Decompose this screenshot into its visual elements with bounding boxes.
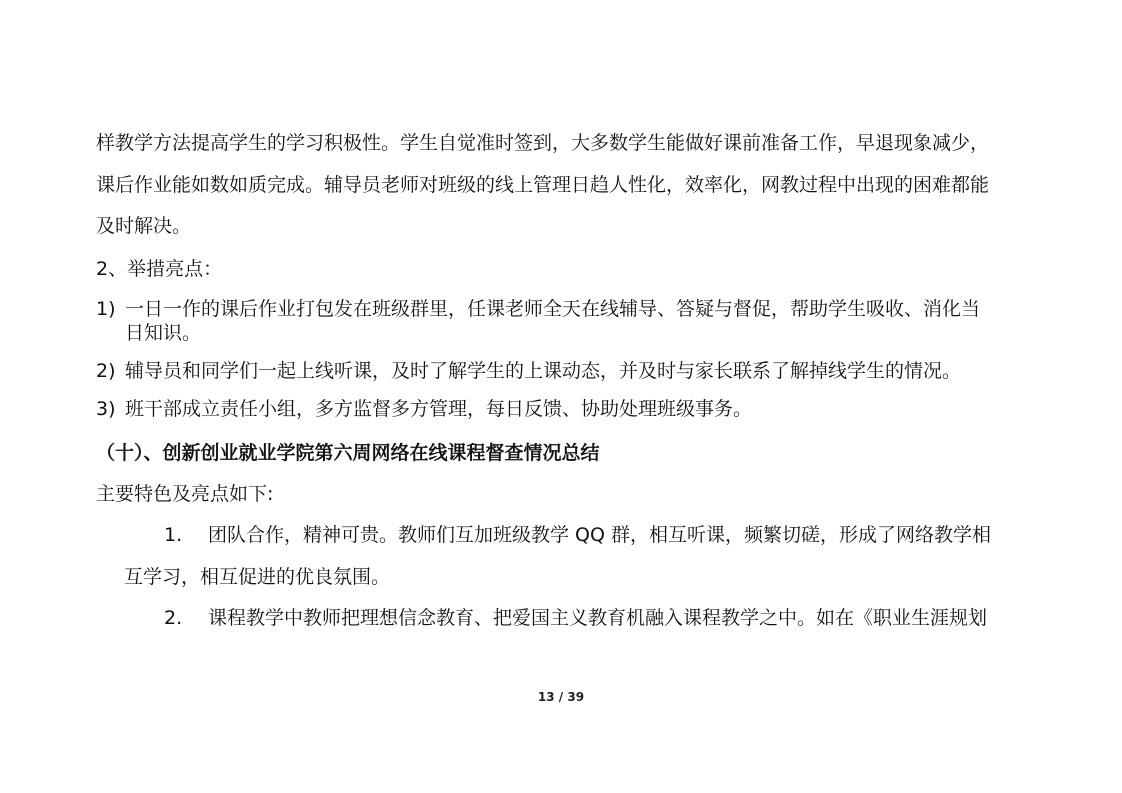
paragraph-line: 样教学方法提高学生的学习积极性。学生自觉准时签到，大多数学生能做好课前准备工作，早退现象减少， [96,132,990,154]
point-line: 互学习，相互促进的优良氛围。 [124,566,391,588]
list-item-number: 2) [96,360,116,382]
point-line: 课程教学中教师把理想信念教育、把爱国主义教育机融入课程教学之中。如在《职业生涯规划 [208,607,988,629]
paragraph-line: 课后作业能如数如质完成。辅导员老师对班级的线上管理日趋人性化，效率化，网教过程中出现的困难都能 [96,174,990,196]
page-number: 13 / 39 [537,690,585,704]
list-item-line: 日知识。 [125,322,202,344]
list-item-line: 辅导员和同学们一起上线听课，及时了解学生的上课动态，并及时与家长联系了解掉线学生的情况。 [125,360,962,382]
list-item-line: 一日一作的课后作业打包发在班级群里，任课老师全天在线辅导、答疑与督促，帮助学生吸收、消化当 [125,298,981,320]
point-number: 2. [164,607,183,629]
list-item-number: 1) [96,298,116,320]
list-item-line: 班干部成立责任小组，多方监督多方管理，每日反馈、协助处理班级事务。 [125,398,753,420]
point-number: 1. [164,524,183,546]
paragraph-line: 及时解决。 [96,215,192,237]
section-intro: 主要特色及亮点如下: [96,483,274,505]
point-line: 团队合作，精神可贵。教师们互加班级教学 QQ 群，相互听课，频繁切磋，形成了网络教学相 [208,524,991,546]
section-heading: （十）、创新创业就业学院第六周网络在线课程督查情况总结 [96,442,600,464]
highlights-title: 2、举措亮点： [96,258,223,280]
list-item-number: 3) [96,398,116,420]
